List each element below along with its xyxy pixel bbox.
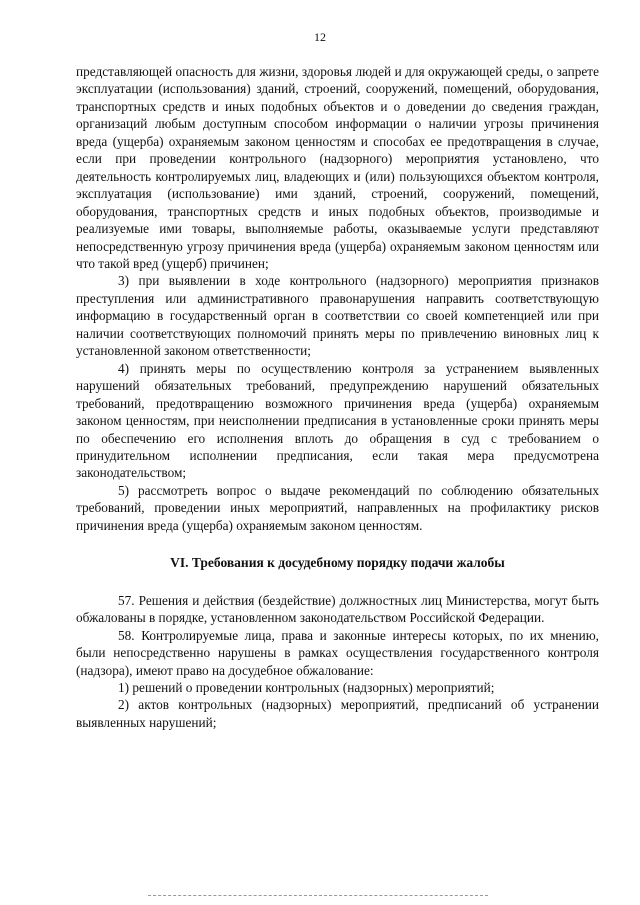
document-body xyxy=(76,63,599,731)
paragraph: 2) актов контрольных (надзорных) мероприятий, предписаний об устранении выявленных нарушений; xyxy=(76,697,599,730)
paragraph: 58. Контролируемые лица, права и законные интересы которых, по их мнению, были непосредственно нарушены в рамках осуществления государственного контроля (надзора), имеют право на досудебное обжалование: xyxy=(76,627,599,678)
section-heading: VI. Требования к досудебному порядку подачи жалобы xyxy=(170,555,505,571)
paragraph: представляющей опасность для жизни, здоровья людей и для окружающей среды, о запрете эксплуатации (использования) зданий, строений, сооружений, помещений, оборудования, транспортных средств и иных подобных объектов и о доведении до сведения граждан, организаций любым доступным способом информации о наличии угрозы причинения вреда (ущерба) охраняемым законом ценностям и способах ее предотвращения в случае, если при проведении контрольного (надзорного) мероприятия установлено, что деятельность контролируемых лиц, владеющих и (или) пользующихся объектом контроля, эксплуатация (использование) ими зданий, строений, сооружений, помещений, оборудования, транспортных средств и иных подобных объектов, производимые и реализуемые ими товары, выполняемые работы, оказываемые услуги представляют непосредственную угрозу причинения вреда (ущерба) охраняемым законом ценностям или что такой вред (ущерб) причинен; xyxy=(76,64,599,271)
paragraph: 1) решений о проведении контрольных (надзорных) мероприятий; xyxy=(118,679,495,695)
paragraph: 3) при выявлении в ходе контрольного (надзорного) мероприятия признаков преступления или административного правонарушения направить соответствующую информацию в государственный орган в соответствии со своей компетенцией или при наличии соответствующих полномочий принять меры по привлечению виновных лиц к установленной законом ответственности; xyxy=(76,273,599,359)
page-number: 12 xyxy=(314,30,326,44)
paragraph: 57. Решения и действия (бездействие) должностных лиц Министерства, могут быть обжалованы в порядке, установленном законодательством Российской Федерации. xyxy=(76,592,599,626)
paragraph: 4) принять меры по осуществлению контроля за устранением выявленных нарушений обязательных требований, предупреждению нарушений обязательных требований, предотвращению возможного причинения вреда (ущерба) охраняемым законом ценностям, при неисполнении предписания в установленные сроки принять меры по обеспечению его исполнения вплоть до обращения в суд с требованием о принудительном исполнении предписания, если такая мера предусмотрена законодательством; xyxy=(76,360,599,481)
footer-divider xyxy=(148,895,488,896)
paragraphs-after xyxy=(76,592,599,732)
paragraph: 5) рассмотреть вопрос о выдаче рекомендаций по соблюдению обязательных требований, проведении иных мероприятий, направленных на профилактику рисков причинения вреда (ущерба) охраняемым законом ценностям. xyxy=(76,482,599,533)
paragraphs-before xyxy=(76,63,599,534)
